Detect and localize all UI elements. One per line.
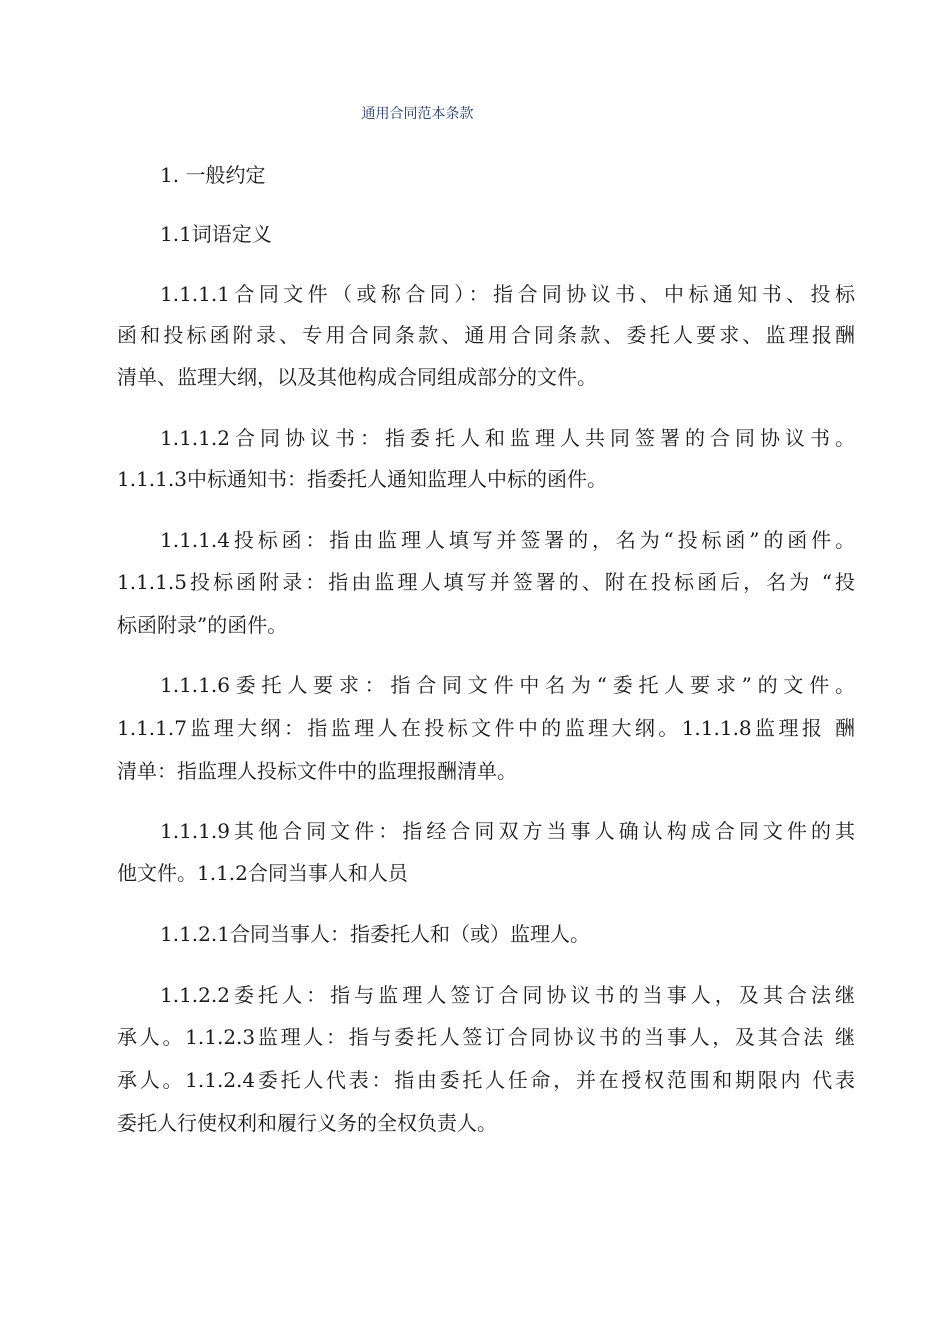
paragraph-line: 1.1.1.7监理大纲：指监理人在投标文件中的监理大纲。1.1.1.8监理报 酬 — [117, 716, 855, 740]
paragraph-line: 标函附录”的函件。 — [117, 613, 288, 637]
paragraph-line: 1.1.1.3中标通知书：指委托人通知监理人中标的函件。 — [117, 467, 607, 491]
paragraph-line: 1.1.1.6委托人要求：指合同文件中名为“委托人要求”的文件。 — [160, 673, 855, 697]
page-header-title: 通用合同范本条款 — [361, 106, 474, 122]
paragraph-line: 1.1.2.1合同当事人：指委托人和（或）监理人。 — [160, 922, 590, 946]
paragraph-line: 1.1.1.5投标函附录：指由监理人填写并签署的、附在投标函后，名为 “投 — [117, 570, 855, 594]
paragraph-line: 1.1.1.2合同协议书：指委托人和监理人共同签署的合同协议书。 — [160, 426, 855, 450]
paragraph-line: 函和投标函附录、专用合同条款、通用合同条款、委托人要求、监理报酬 — [117, 323, 855, 347]
paragraph-line: 1.1.1.1合同文件（或称合同）：指合同协议书、中标通知书、投标 — [160, 282, 855, 306]
paragraph-line: 他文件。1.1.2合同当事人和人员 — [117, 861, 408, 885]
subsection-heading: 1.1词语定义 — [160, 222, 272, 246]
paragraph-line: 承人。1.1.2.3监理人：指与委托人签订合同协议书的当事人，及其合法 继 — [117, 1025, 855, 1049]
paragraph-line: 委托人行使权利和履行义务的全权负责人。 — [117, 1111, 497, 1135]
paragraph-line: 1.1.1.4投标函：指由监理人填写并签署的，名为“投标函”的函件。 — [160, 528, 855, 552]
section-heading: 1. 一般约定 — [160, 163, 266, 187]
paragraph-line: 承人。1.1.2.4委托人代表：指由委托人任命，并在授权范围和期限内 代表 — [117, 1068, 855, 1092]
paragraph-line: 1.1.2.2委托人：指与监理人签订合同协议书的当事人，及其合法继 — [160, 983, 855, 1007]
paragraph-line: 清单：指监理人投标文件中的监理报酬清单。 — [117, 759, 517, 783]
paragraph-line: 1.1.1.9其他合同文件：指经合同双方当事人确认构成合同文件的其 — [160, 819, 855, 843]
paragraph-line: 清单、监理大纲，以及其他构成合同组成部分的文件。 — [117, 365, 597, 389]
